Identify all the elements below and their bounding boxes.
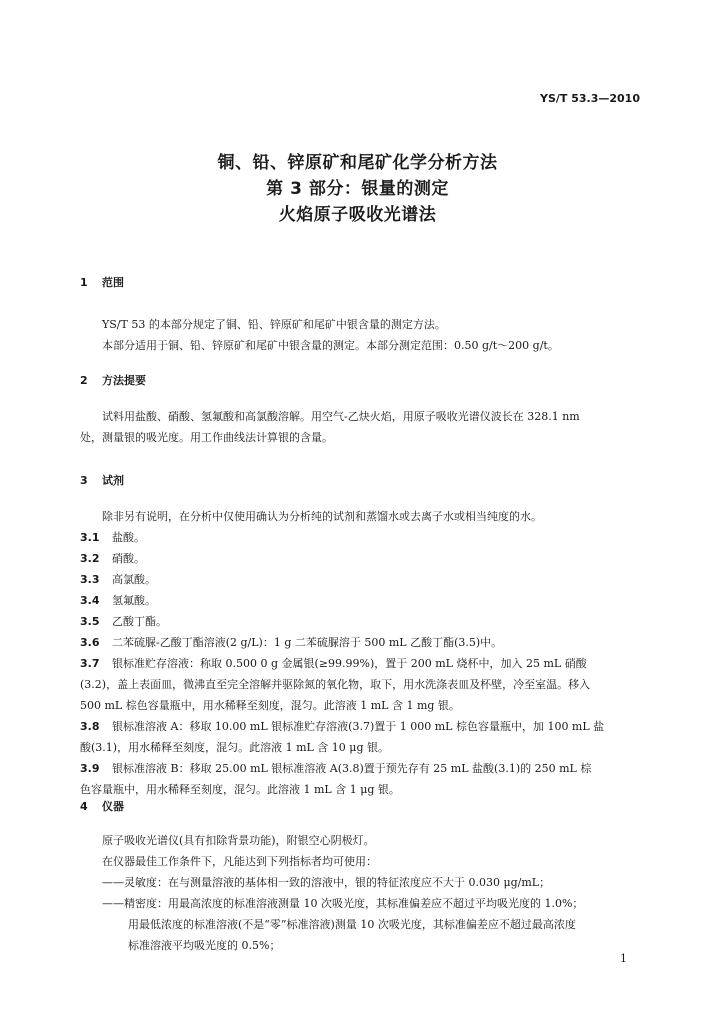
- document-title: [0, 150, 715, 228]
- title-line-1: 铜、铅、锌原矿和尾矿化学分析方法: [217, 153, 498, 173]
- paragraph: YS/T 53 的本部分规定了铜、铅、锌原矿和尾矿中银含量的测定方法。: [102, 318, 446, 331]
- list-item: [80, 590, 645, 611]
- section-apparatus-body: [80, 830, 645, 956]
- list-item: [80, 611, 645, 632]
- section-title: 范围: [102, 276, 124, 289]
- paragraph: 原子吸收光谱仪(具有扣除背景功能)，附银空心阴极灯。: [102, 834, 375, 847]
- item-text-continuation: 500 mL 棕色容量瓶中，用水稀释至刻度，混匀。此溶液 1 mL 含 1 mg 银。: [80, 699, 460, 712]
- section-number: 3: [80, 474, 88, 487]
- item-text-continuation: 酸(3.1)，用水稀释至刻度，混匀。此溶液 1 mL 含 10 μg 银。: [80, 741, 389, 754]
- section-heading: [80, 470, 645, 491]
- paragraph: 除非另有说明，在分析中仅使用确认为分析纯的试剂和蒸馏水或去离子水或相当纯度的水。: [102, 510, 542, 523]
- section-method-body: [80, 406, 645, 448]
- item-text-continuation: (3.2)，盖上表面皿，微沸直至完全溶解并驱除氮的氧化物，取下，用水洗涤表皿及杯壁，冷至室温。移入: [80, 678, 591, 691]
- item-number: 3.8: [80, 720, 100, 733]
- list-item: [80, 758, 645, 779]
- paragraph-line: 试料用盐酸、硝酸、氢氟酸和高氯酸溶解。用空气-乙炔火焰，用原子吸收光谱仪波长在 328.1 nm: [102, 410, 580, 423]
- item-text: 盐酸。: [112, 531, 145, 544]
- item-number: 3.2: [80, 552, 100, 565]
- section-heading: [80, 370, 645, 391]
- dash-item: ——灵敏度：在与测量溶液的基体相一致的溶液中，银的特征浓度应不大于 0.030 μg/mL；: [102, 876, 551, 889]
- section-heading: [80, 796, 645, 817]
- dash-item-continuation: 用最低浓度的标准溶液(不是“零”标准溶液)测量 10 次吸光度，其标准偏差应不超过最高浓度: [128, 918, 576, 931]
- list-item: [80, 548, 645, 569]
- list-item: [80, 632, 645, 653]
- section-scope: [80, 272, 645, 293]
- section-heading: [80, 272, 645, 293]
- item-text: 银标准溶液 A：移取 10.00 mL 银标准贮存溶液(3.7)置于 1 000 mL 棕色容量瓶中，加 100 mL 盐: [112, 720, 605, 733]
- item-text: 银标准贮存溶液：称取 0.500 0 g 金属银(≥99.99%)，置于 200 mL 烧杯中，加入 25 mL 硝酸: [112, 657, 587, 670]
- item-text: 二苯硫脲-乙酸丁酯溶液(2 g/L)：1 g 二苯硫脲溶于 500 mL 乙酸丁酯(3.5)中。: [112, 636, 503, 649]
- section-method-summary: [80, 370, 645, 391]
- item-number: 3.6: [80, 636, 100, 649]
- item-number: 3.4: [80, 594, 100, 607]
- standard-code: YS/T 53.3—2010: [540, 92, 640, 105]
- item-text: 高氯酸。: [112, 573, 156, 586]
- dash-item: ——精密度：用最高浓度的标准溶液测量 10 次吸光度，其标准偏差应不超过平均吸光度的 1.0%；: [102, 897, 584, 910]
- section-apparatus: [80, 796, 645, 817]
- section-title: 试剂: [102, 474, 124, 487]
- item-number: 3.1: [80, 531, 100, 544]
- title-line-2: 第 3 部分：银量的测定: [266, 179, 449, 199]
- item-text: 硝酸。: [112, 552, 145, 565]
- section-reagents-body: [80, 506, 645, 800]
- section-scope-body: [80, 314, 645, 356]
- paragraph-line: 处，测量银的吸光度。用工作曲线法计算银的含量。: [80, 431, 333, 444]
- item-number: 3.5: [80, 615, 100, 628]
- section-reagents: [80, 470, 645, 491]
- item-number: 3.3: [80, 573, 100, 586]
- item-text: 氢氟酸。: [112, 594, 156, 607]
- section-number: 4: [80, 800, 88, 813]
- list-item: [80, 569, 645, 590]
- list-item: [80, 653, 645, 674]
- section-number: 2: [80, 374, 88, 387]
- section-title: 方法提要: [102, 374, 146, 387]
- item-text: 银标准溶液 B：移取 25.00 mL 银标准溶液 A(3.8)置于预先存有 25 mL 盐酸(3.1)的 250 mL 棕: [112, 762, 592, 775]
- section-number: 1: [80, 276, 88, 289]
- item-text-continuation: 色容量瓶中，用水稀释至刻度，混匀。此溶液 1 mL 含 1 μg 银。: [80, 783, 400, 796]
- paragraph: 在仪器最佳工作条件下，凡能达到下列指标者均可使用：: [102, 855, 377, 868]
- item-number: 3.9: [80, 762, 100, 775]
- page-number: 1: [620, 952, 627, 965]
- paragraph: 本部分适用于铜、铅、锌原矿和尾矿中银含量的测定。本部分测定范围：0.50 g/t～200 g/t。: [102, 339, 559, 352]
- list-item: [80, 527, 645, 548]
- dash-item-continuation: 标准溶液平均吸光度的 0.5%；: [128, 939, 281, 952]
- item-number: 3.7: [80, 657, 100, 670]
- item-text: 乙酸丁酯。: [112, 615, 167, 628]
- section-title: 仪器: [102, 800, 124, 813]
- title-line-3: 火焰原子吸收光谱法: [278, 205, 437, 225]
- list-item: [80, 716, 645, 737]
